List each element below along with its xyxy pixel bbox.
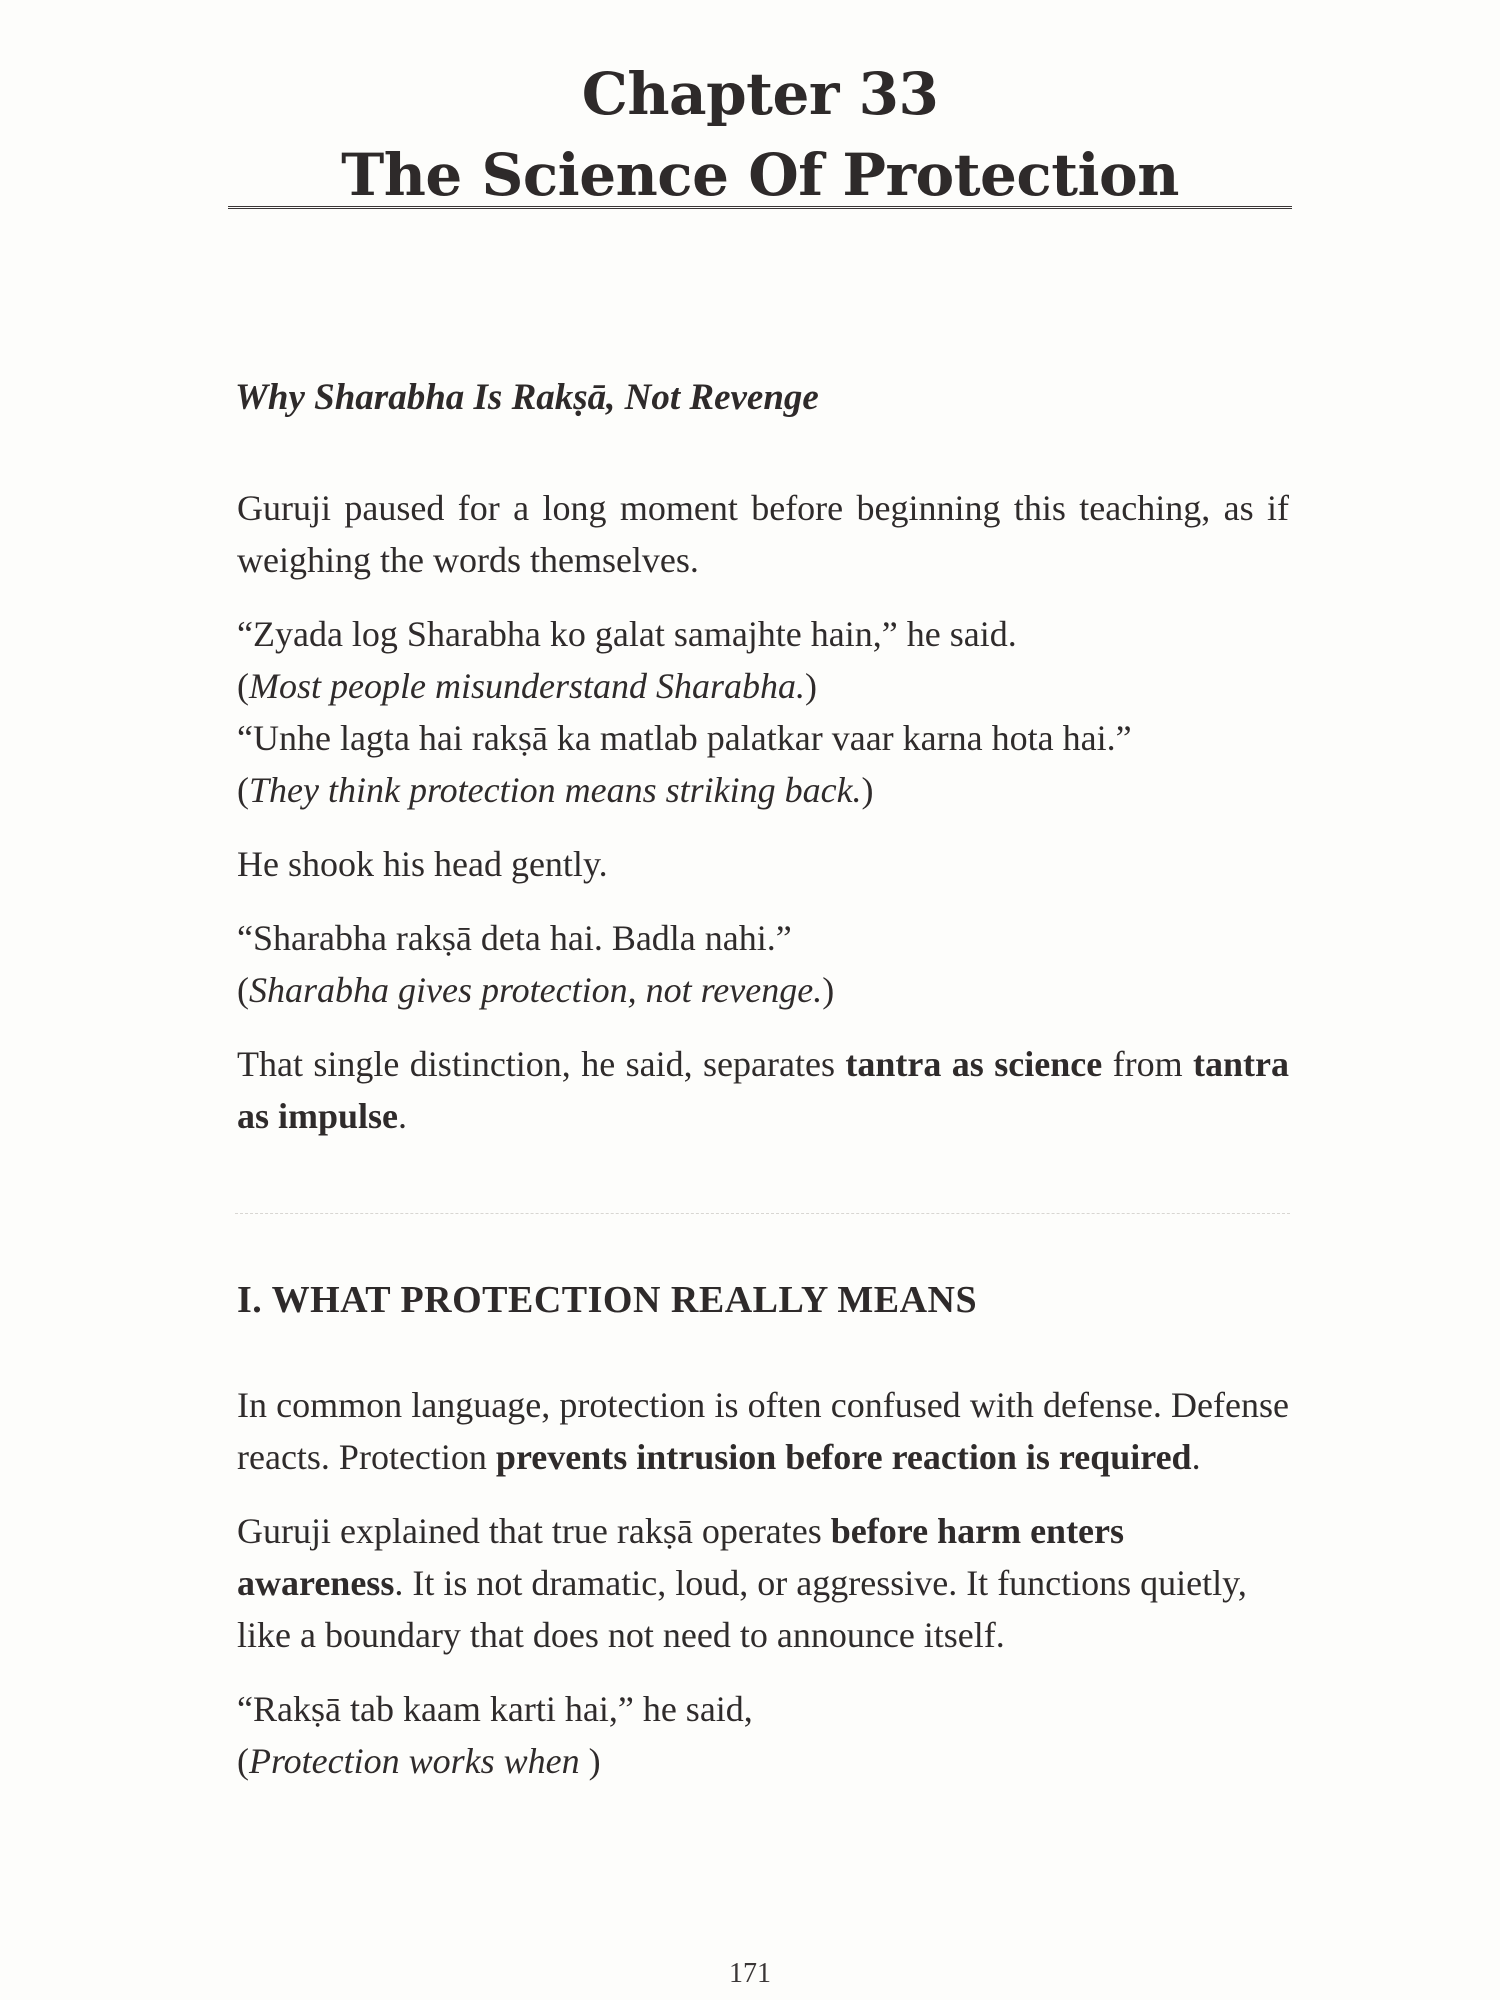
quote-translation-1: (Most people misunderstand Sharabha.) bbox=[237, 666, 817, 706]
intro-paragraph-1: Guruji paused for a long moment before beginning this teaching, as if weighing the words themselves. bbox=[237, 488, 1289, 580]
quote-translation-3-text: Sharabha gives protection, not revenge. bbox=[249, 970, 823, 1010]
intro-paragraph-2: He shook his head gently. bbox=[237, 844, 608, 884]
section-subheading: Why Sharabha Is Rakṣā, Not Revenge bbox=[235, 377, 819, 418]
quote-hindi-4: “Rakṣā tab kaam karti hai,” he said, bbox=[237, 1689, 753, 1729]
chapter-header bbox=[228, 52, 1292, 214]
quote-hindi-2: “Unhe lagta hai rakṣā ka matlab palatkar vaar karna hota hai.” bbox=[237, 718, 1132, 758]
s1p2-bold: before harm enters awareness bbox=[237, 1511, 1125, 1603]
intro-paragraph-3 bbox=[237, 1038, 1289, 1142]
page-number: 171 bbox=[729, 1958, 771, 1989]
quote-translation-3: (Sharabha gives protection, not revenge.) bbox=[237, 970, 835, 1010]
quote-translation-2: (They think protection means striking back.) bbox=[237, 770, 874, 810]
s1p1-text-b: . bbox=[1191, 1437, 1201, 1477]
section-divider bbox=[235, 1213, 1290, 1214]
quote-block-1 bbox=[237, 608, 1289, 816]
p3-text-c: . bbox=[398, 1096, 408, 1136]
s1p1-bold: prevents intrusion before reaction is required bbox=[495, 1437, 1192, 1477]
s1p2-text-a: Guruji explained that true rakṣā operates bbox=[237, 1511, 831, 1551]
quote-hindi-3: “Sharabha rakṣā deta hai. Badla nahi.” bbox=[237, 918, 792, 958]
quote-hindi-1: “Zyada log Sharabha ko galat samajhte hain,” he said. bbox=[237, 614, 1017, 654]
quote-translation-2-text: They think protection means striking back. bbox=[249, 770, 862, 810]
intro-body bbox=[237, 482, 1289, 1142]
section-one-paragraph-2 bbox=[237, 1505, 1289, 1661]
title-rule bbox=[228, 206, 1292, 209]
p3-text-b: from bbox=[1102, 1044, 1194, 1084]
quote-translation-4: (Protection works when ) bbox=[237, 1741, 601, 1781]
quote-translation-4-text: Protection works when bbox=[249, 1741, 589, 1781]
p3-bold-science: tantra as science bbox=[845, 1044, 1103, 1084]
quote-translation-1-text: Most people misunderstand Sharabha. bbox=[249, 666, 805, 706]
s1p1-text-a: In common language, protection is often confused with defense. Defense reacts. Protection bbox=[237, 1385, 1289, 1477]
chapter-title: The Science Of Protection bbox=[341, 141, 1179, 209]
section-one-paragraph-1 bbox=[237, 1379, 1289, 1483]
section-one-body bbox=[237, 1379, 1289, 1787]
s1p2-text-b: . It is not dramatic, loud, or aggressive. It functions quietly, like a boundary that does not need to announce itself. bbox=[237, 1563, 1247, 1655]
quote-block-3 bbox=[237, 1683, 1289, 1787]
p3-text-a: That single distinction, he said, separates bbox=[237, 1044, 846, 1084]
p3-bold-impulse: tantra as impulse bbox=[237, 1044, 1289, 1136]
section-heading: I. WHAT PROTECTION REALLY MEANS bbox=[237, 1279, 978, 1321]
quote-block-2 bbox=[237, 912, 1289, 1016]
chapter-number: Chapter 33 bbox=[581, 60, 939, 128]
